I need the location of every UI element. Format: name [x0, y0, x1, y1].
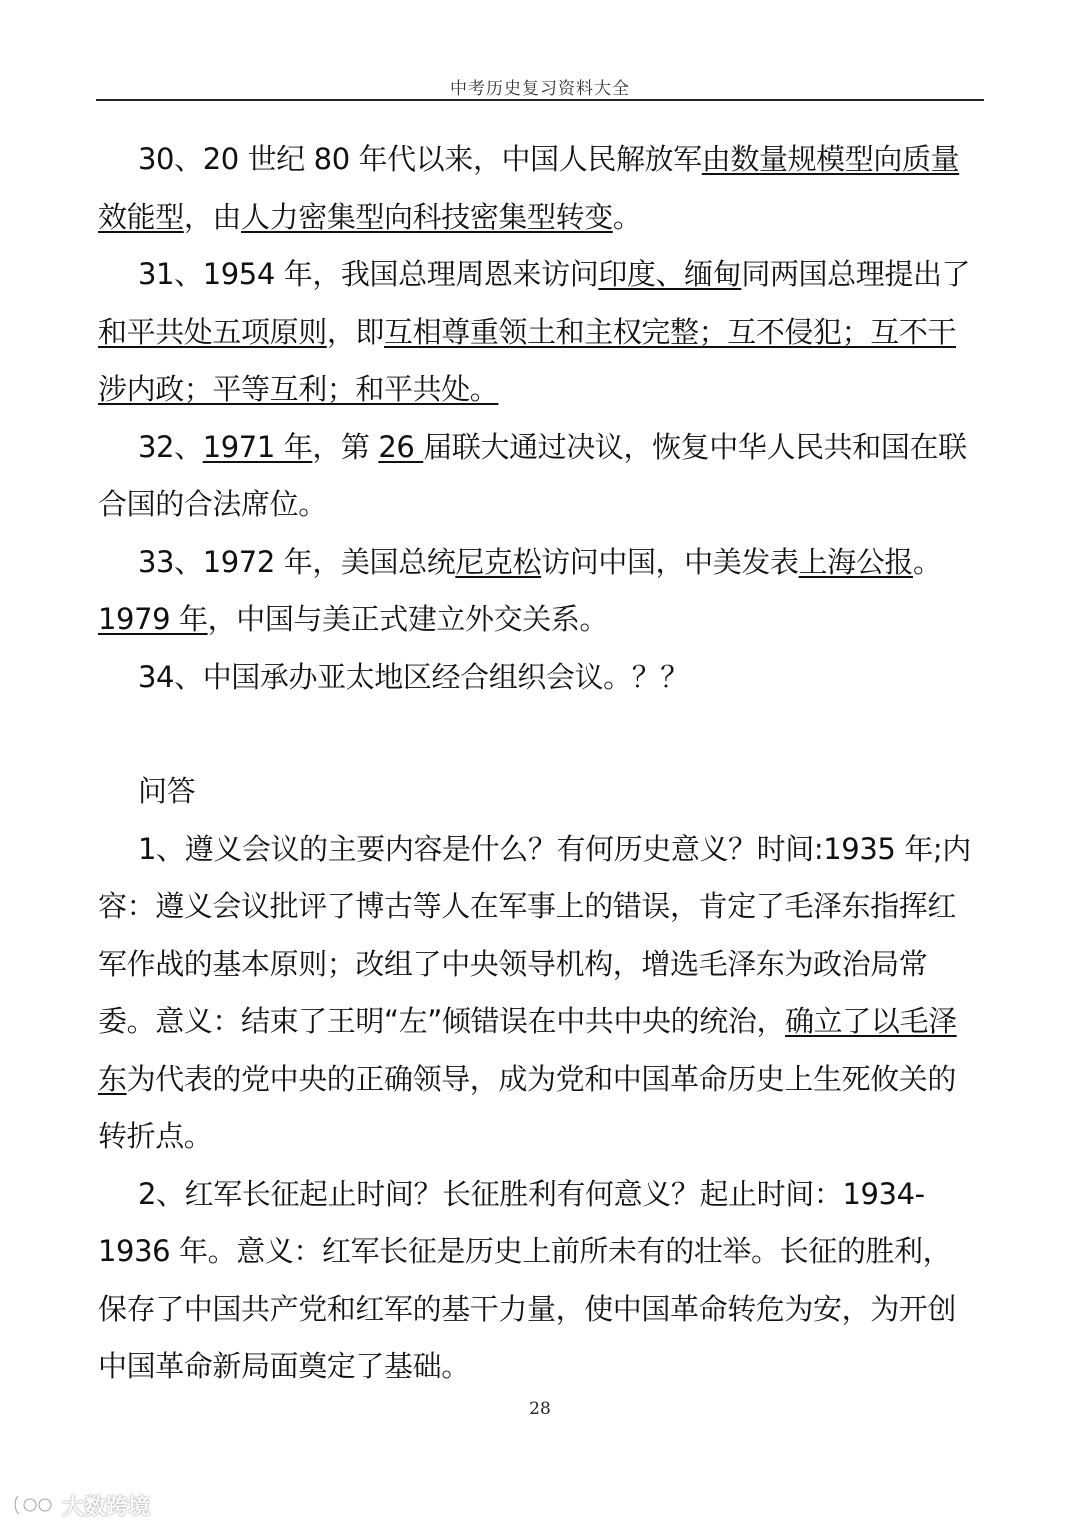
header-rule — [96, 99, 984, 101]
underlined-text: 1979 年 — [98, 602, 208, 636]
page-content — [98, 131, 976, 1396]
text-segment: 32、 — [138, 429, 203, 464]
text-segment: 33、1972 年，美国总统 — [138, 544, 456, 579]
text-segment: 届联大通过决议，恢复中华人民共和国在联合国的合法席位。 — [98, 429, 967, 521]
underlined-text: 确立了以毛泽东 — [98, 1004, 957, 1096]
underlined-text: 印度、缅甸 — [598, 257, 742, 291]
text-segment: ，由 — [183, 199, 242, 234]
text-segment: ，即 — [326, 314, 385, 349]
running-header: 中考历史复习资料大全 — [450, 79, 630, 99]
underlined-text: 上海公报 — [798, 544, 913, 579]
text-segment: 30、20 世纪 80 年代以来，中国人民解放军 — [138, 142, 702, 176]
underlined-text: 1971 年 — [202, 429, 313, 464]
text-segment: 2、红军长征起止时间？长征胜利有何意义？起止时间：1934-1936 年。意义：红军长征是历史上前所未有的壮举。长征的胜利，保存了中国共产党和红军的基干力量，使中国革命转危为安，为开创中国革命新局面奠定了基础。 — [98, 1176, 957, 1383]
underlined-text: 人力密集型向科技密集型转变 — [241, 199, 613, 234]
text-segment: ，中国与美正式建立外交关系。 — [207, 602, 609, 636]
text-segment: 31、1954 年，我国总理周恩来访问 — [138, 257, 599, 291]
underlined-text: 由数量规模型向质量效能型 — [98, 142, 960, 234]
text-segment: 同两国总理提出了 — [741, 257, 971, 291]
list-item — [98, 534, 976, 649]
list-item — [98, 419, 976, 534]
qa-item — [98, 1166, 976, 1396]
text-segment: 34、中国承办亚太地区经合组织会议。？？ — [138, 659, 689, 694]
watermark — [12, 1488, 150, 1522]
text-segment: 为代表的党中央的正确领导，成为党和中国革命历史上生死攸关的转折点。 — [98, 1061, 957, 1153]
underlined-text: 互相尊重领土和主权完整；互不侵犯；互不干涉内政；平等互利；和平共处。 — [98, 314, 957, 406]
underlined-text: 和平共处五项原则 — [98, 314, 327, 349]
underlined-text: 尼克松 — [455, 544, 542, 579]
text-segment: 访问中国，中美发表 — [541, 544, 799, 579]
watermark-logo-icon — [12, 1492, 56, 1518]
text-segment: ，第 — [312, 429, 379, 464]
watermark-text: 大数跨境 — [62, 1494, 151, 1520]
list-item — [98, 246, 976, 419]
section-heading-qa: 问答 — [138, 774, 196, 808]
text-segment: 1、遵义会议的主要内容是什么？有何历史意义？时间:1935 年;内容：遵义会议批评了博古等人在军事上的错误，肯定了毛泽东指挥红军作战的基本原则；改组了中央领导机构，增选毛泽东为政治局常委。意义：结束了王明“左”倾错误在中共中央的统治， — [98, 831, 971, 1038]
text-segment: 。 — [912, 544, 942, 579]
list-item — [98, 131, 976, 246]
qa-item — [98, 821, 976, 1166]
text-segment: 。 — [612, 199, 642, 234]
underlined-text: 26 — [378, 429, 424, 464]
page-number: 28 — [529, 1399, 551, 1419]
list-item — [98, 649, 976, 707]
